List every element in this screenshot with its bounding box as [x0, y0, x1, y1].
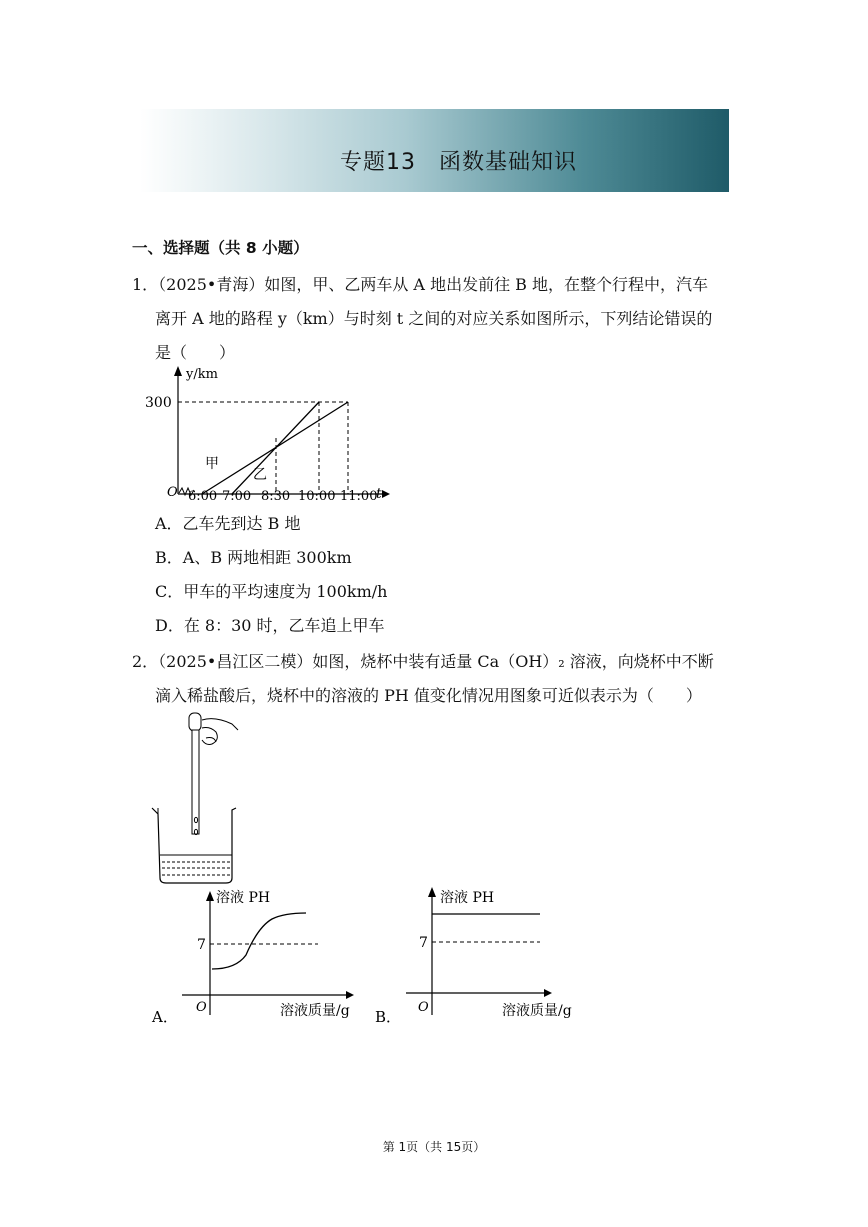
page-footer: 第 1页（共 15页）: [382, 1140, 486, 1154]
y-axis-label: y/km: [186, 367, 218, 382]
t-axis-label: t: [376, 486, 382, 502]
y-axis-label: 溶液 PH: [216, 890, 271, 906]
x-tick-600: 6:00: [188, 489, 218, 504]
y-tick-300: 300: [145, 395, 172, 411]
page-title: 专题13 函数基础知识: [340, 150, 577, 175]
q1-option-b[interactable]: B．A、B 两地相距 300km: [155, 548, 352, 567]
y-tick-7: 7: [197, 937, 206, 953]
x-tick-830: 8:30: [261, 489, 291, 504]
x-tick-1000: 10:00: [298, 489, 336, 504]
x-tick-1100: 11:00: [340, 489, 378, 504]
q2-text-line1: 2．（2025•昌江区二模）如图，烧杯中装有适量 Ca（OH）₂ 溶液，向烧杯中不断: [132, 652, 714, 671]
y-tick-7: 7: [419, 935, 428, 951]
x-axis-arrow: [382, 490, 390, 498]
ph-curve: [212, 913, 306, 969]
q1-option-c[interactable]: C．甲车的平均速度为 100km/h: [155, 582, 388, 601]
q1-option-d[interactable]: D．在 8：30 时，乙车追上甲车: [155, 616, 385, 635]
q2-option-a-label: A．: [152, 1008, 178, 1026]
x-axis-label: 溶液质量/g: [502, 1003, 572, 1019]
q2-graph-a: [150, 883, 365, 1028]
q1-text-line3: 是（ ）: [155, 343, 236, 362]
section-title: 一、选择题（共 8 小题）: [132, 239, 309, 257]
origin-label: O: [418, 1000, 429, 1015]
dropper-bulb: [189, 713, 201, 731]
label-yi: 乙: [253, 467, 267, 483]
origin-label: O: [196, 1000, 207, 1015]
label-jia: 甲: [205, 456, 219, 472]
q2-option-b-label: B．: [375, 1008, 402, 1026]
q1-option-a[interactable]: A．乙车先到达 B 地: [155, 514, 301, 533]
q1-text-line1: 1．（2025•青海）如图，甲、乙两车从 A 地出发前往 B 地，在整个行程中，汽车: [132, 275, 708, 294]
q2-text-line2: 滴入稀盐酸后，烧杯中的溶液的 PH 值变化情况用图象可近似表示为（ ）: [155, 686, 702, 705]
x-tick-700: 7:00: [222, 489, 252, 504]
y-axis-label: 溶液 PH: [440, 890, 495, 906]
y-axis-arrow: [174, 366, 182, 376]
x-axis-label: 溶液质量/g: [280, 1003, 350, 1019]
origin-label: O: [167, 485, 178, 500]
q2-graph-b: [372, 883, 597, 1028]
hand-icon: [202, 719, 238, 730]
beaker-dropper-illustration: [150, 710, 260, 888]
q1-text-line2: 离开 A 地的路程 y（km）与时刻 t 之间的对应关系如图所示，下列结论错误的: [155, 309, 713, 328]
dropper-tube: [192, 730, 199, 834]
q1-distance-time-graph: [145, 362, 400, 507]
